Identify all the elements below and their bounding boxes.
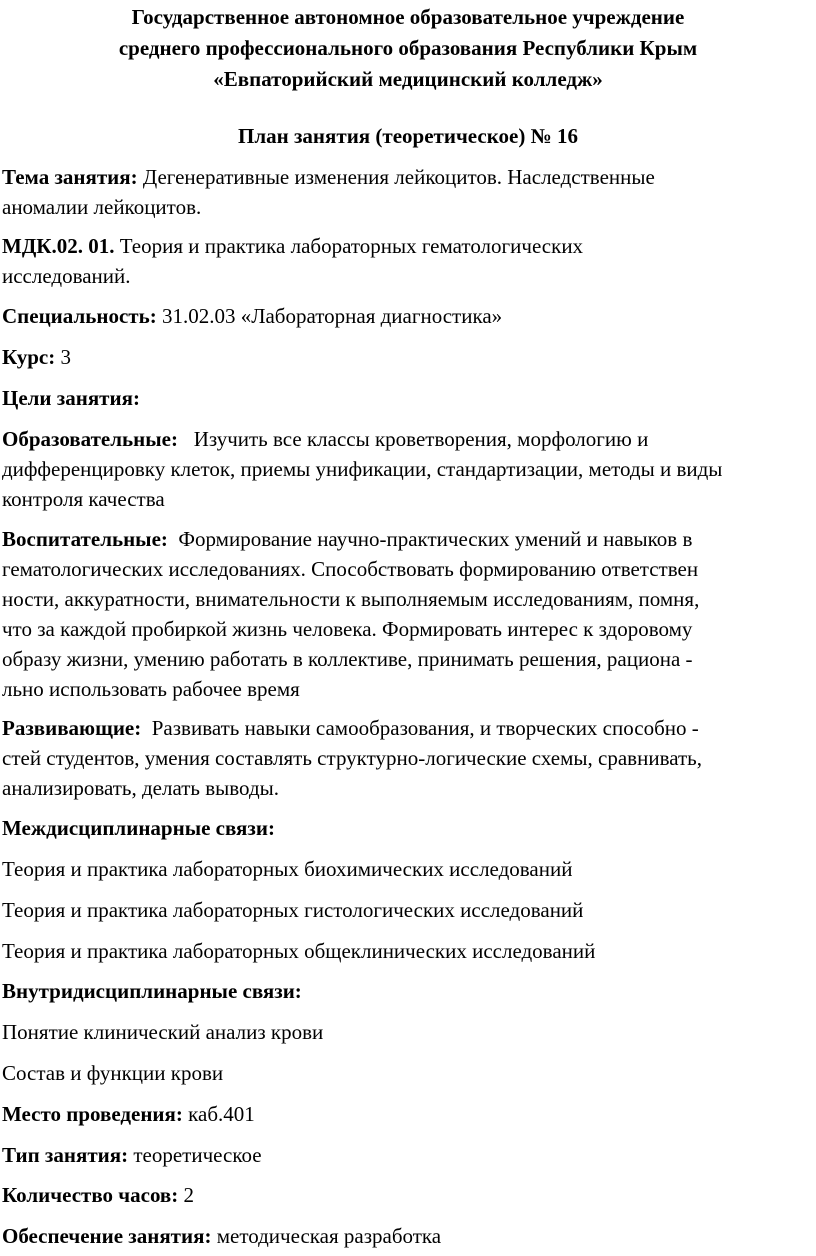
intradisciplinary-heading: Внутридисциплинарные связи: [2,979,302,1003]
topic-line: аномалии лейкоцитов. [2,195,202,219]
upbringing-label: Воспитательные: [2,527,168,551]
hours-label: Количество часов: [2,1183,179,1207]
topic-label: Тема занятия: [2,165,138,189]
institution-header [0,2,816,95]
lesson-type-value: теоретическое [128,1143,262,1167]
developing-label: Развивающие: [2,716,142,740]
header-line: «Евпаторийский медицинский колледж» [213,67,603,91]
upbringing-line: льно использовать рабочее время [2,677,300,701]
upbringing-line: гематологических исследованиях. Способствовать формированию ответствен [2,557,699,581]
upbringing-value: Формирование научно-практических умений и навыков в [167,527,693,551]
developing-line: анализировать, делать выводы. [2,776,279,800]
specialty-label: Специальность: [2,304,157,328]
specialty-value: 31.02.03 «Лабораторная диагностика» [156,304,503,328]
interdisciplinary-item: Теория и практика лабораторных гистологических исследований [2,898,584,922]
course-line [2,342,816,373]
header-line: среднего профессионального образования Республики Крым [118,36,698,60]
course-label: Курс: [2,345,56,369]
intradisciplinary-item: Состав и функции крови [2,1061,224,1085]
educational-value: Изучить все классы кроветворения, морфологию и [177,427,649,451]
course-value: 3 [55,345,71,369]
place-value: каб.401 [182,1102,255,1126]
topic-value: Дегенеративные изменения лейкоцитов. Наследственные [137,165,655,189]
developing-line: стей студентов, умения составлять структурно-логические схемы, сравнивать, [2,746,702,770]
upbringing-line [2,524,816,555]
goals-heading: Цели занятия: [2,386,140,410]
upbringing-line: что за каждой пробиркой жизнь человека. Формировать интерес к здоровому [2,617,693,641]
educational-line: дифференцировку клеток, приемы унификации, стандартизации, методы и виды [2,457,723,481]
provision-label: Обеспечение занятия: [2,1224,212,1248]
mdk-value: Теория и практика лабораторных гематологических [114,234,584,258]
specialty-line [2,301,816,332]
educational-line [2,424,816,455]
interdisciplinary-item: Теория и практика лабораторных общеклинических исследований [2,939,596,963]
developing-line [2,713,816,744]
provision-line [2,1221,816,1252]
mdk-label: МДК.02. 01. [2,234,115,258]
interdisciplinary-item: Теория и практика лабораторных биохимических исследований [2,857,573,881]
place-label: Место проведения: [2,1102,183,1126]
lesson-type-line [2,1140,816,1171]
mdk-line: исследований. [2,264,131,288]
header-line: Государственное автономное образовательное учреждение [131,5,685,29]
interdisciplinary-heading: Междисциплинарные связи: [2,816,275,840]
developing-value: Развивать навыки самообразования, и творческих способно - [141,716,699,740]
intradisciplinary-item: Понятие клинический анализ крови [2,1020,324,1044]
upbringing-line: ности, аккуратности, внимательности к выполняемым исследованиям, помня, [2,587,700,611]
mdk-line [2,231,816,262]
educational-label: Образовательные: [2,427,178,451]
hours-line [2,1180,816,1211]
educational-line: контроля качества [2,487,165,511]
place-line [2,1099,816,1130]
upbringing-line: образу жизни, умению работать в коллективе, принимать решения, рациона - [2,647,693,671]
lesson-type-label: Тип занятия: [2,1143,129,1167]
hours-value: 2 [178,1183,195,1207]
plan-title: План занятия (теоретическое) № 16 [238,124,578,148]
provision-value: методическая разработка [211,1224,442,1248]
topic-line [2,162,816,193]
